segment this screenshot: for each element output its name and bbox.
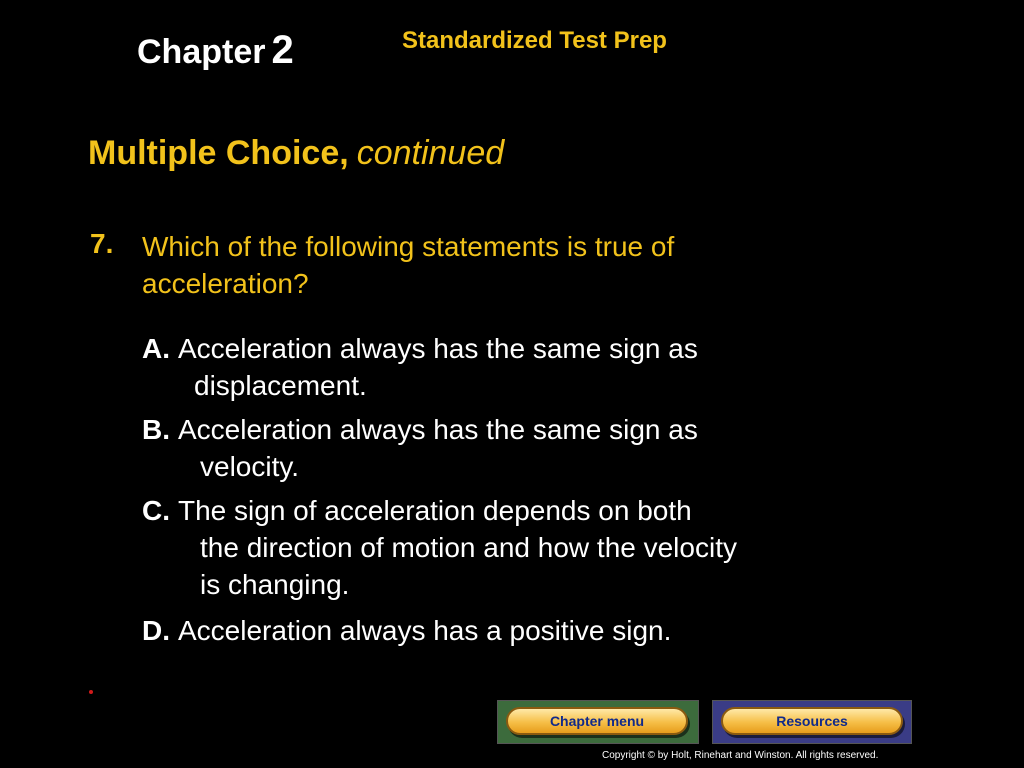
choice-text-line: displacement. <box>194 370 367 401</box>
choice-letter: A. <box>142 333 170 364</box>
choice-text-line: velocity. <box>200 451 300 482</box>
choice-letter: C. <box>142 495 170 526</box>
choice-text-line: Acceleration always has the same sign as <box>178 333 698 364</box>
choice-text-line: Acceleration always has the same sign as <box>178 414 698 445</box>
choice-d <box>142 612 882 649</box>
resources-button[interactable]: Resources <box>721 707 903 735</box>
choice-c <box>142 492 882 603</box>
choice-text-line: Acceleration always has a positive sign. <box>178 615 672 646</box>
question-text: Which of the following statements is true of acceleration? <box>142 231 675 299</box>
chapter-menu-panel <box>497 700 699 744</box>
choice-text-line: is changing. <box>200 569 350 600</box>
chapter-menu-button[interactable]: Chapter menu <box>506 707 688 735</box>
choice-letter: D. <box>142 615 170 646</box>
chapter-title <box>137 28 294 73</box>
section-title: Standardized Test Prep <box>402 27 667 54</box>
bullet-dot <box>89 690 93 694</box>
heading-continued: continued <box>356 134 505 172</box>
choice-letter: B. <box>142 414 170 445</box>
question-number: 7. <box>90 228 114 259</box>
chapter-label: Chapter <box>137 33 266 71</box>
choice-a <box>142 330 882 404</box>
resources-panel <box>712 700 912 744</box>
chapter-number: 2 <box>271 28 294 72</box>
choice-b <box>142 411 882 485</box>
choice-text-line: The sign of acceleration depends on both <box>178 495 692 526</box>
choice-text-line: the direction of motion and how the velocity <box>200 532 737 563</box>
heading-title: Multiple Choice, <box>88 134 349 172</box>
copyright-notice: Copyright © by Holt, Rinehart and Winston. All rights reserved. <box>602 750 879 761</box>
page-heading <box>88 134 504 173</box>
